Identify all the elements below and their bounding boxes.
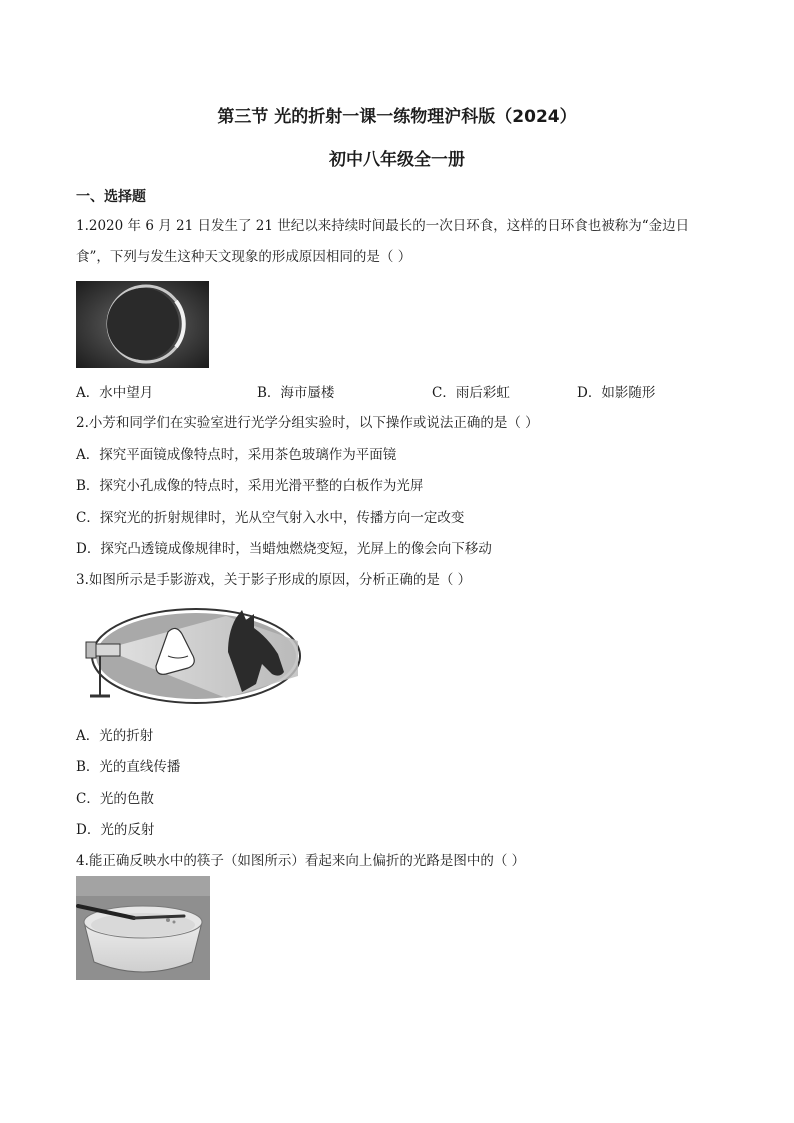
question-3-option-d[interactable]: D．光的反射	[76, 822, 155, 838]
page-title: 第三节 光的折射一课一练物理沪科版（2024）	[217, 107, 577, 127]
question-3-option-c[interactable]: C．光的色散	[76, 791, 154, 807]
question-3-option-a[interactable]: A．光的折射	[76, 728, 154, 744]
question-1-option-c[interactable]: C．雨后彩虹	[432, 385, 510, 401]
question-4-stem: 4.能正确反映水中的筷子（如图所示）看起来向上偏折的光路是图中的（ ）	[76, 853, 526, 869]
question-2-option-b[interactable]: B．探究小孔成像的特点时，采用光滑平整的白板作为光屏	[76, 478, 424, 494]
question-1-stem-line-2: 食”，下列与发生这种天文现象的形成原因相同的是（ ）	[76, 249, 412, 265]
question-1-stem-line-1: 1.2020 年 6 月 21 日发生了 21 世纪以来持续时间最长的一次日环食，这样的日环食也被称为“金边日	[76, 218, 690, 234]
chopstick-in-bowl-image	[76, 876, 210, 980]
section-heading: 一、选择题	[76, 189, 146, 205]
question-1-option-b[interactable]: B．海市蜃楼	[257, 385, 335, 401]
question-2-option-d[interactable]: D．探究凸透镜成像规律时，当蜡烛燃烧变短，光屏上的像会向下移动	[76, 541, 492, 557]
solar-eclipse-image	[76, 281, 209, 368]
page-subtitle: 初中八年级全一册	[329, 150, 465, 170]
question-3-option-b[interactable]: B．光的直线传播	[76, 759, 181, 775]
question-1-option-a[interactable]: A．水中望月	[76, 385, 154, 401]
question-3-stem: 3.如图所示是手影游戏，关于影子形成的原因，分析正确的是（ ）	[76, 572, 472, 588]
hand-shadow-image	[76, 606, 302, 706]
question-1-option-d[interactable]: D．如影随形	[577, 385, 656, 401]
question-2-option-a[interactable]: A．探究平面镜成像特点时，采用茶色玻璃作为平面镜	[76, 447, 397, 463]
question-2-option-c[interactable]: C．探究光的折射规律时，光从空气射入水中，传播方向一定改变	[76, 510, 465, 526]
question-2-stem: 2.小芳和同学们在实验室进行光学分组实验时，以下操作或说法正确的是（ ）	[76, 415, 539, 431]
